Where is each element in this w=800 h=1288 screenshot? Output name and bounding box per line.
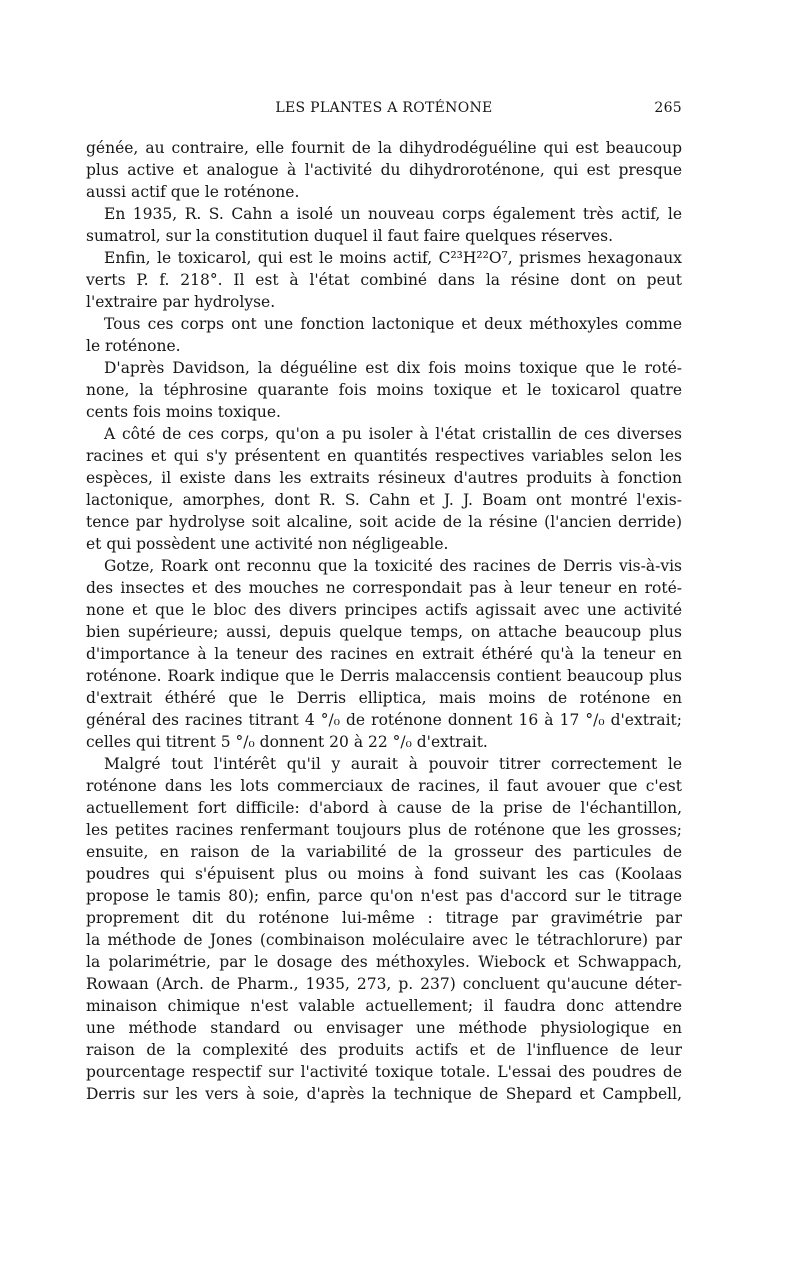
running-title: LES PLANTES A ROTÉNONE — [275, 100, 493, 116]
text-line: En 1935, R. S. Cahn a isolé un nouveau corps également très actif, le — [104, 205, 682, 223]
text-line: verts P. f. 218°. Il est à l'état combiné dans la résine dont on peut — [86, 271, 682, 289]
text-line: D'après Davidson, la déguéline est dix fois moins toxique que le roté- — [104, 359, 682, 377]
text-line: cents fois moins toxique. — [86, 403, 281, 421]
text-line: ensuite, en raison de la variabilité de la grosseur des particules de — [86, 843, 682, 861]
text-line: la méthode de Jones (combinaison moléculaire avec le tétrachlorure) par — [86, 931, 682, 949]
text-line: lactonique, amorphes, dont R. S. Cahn et J. J. Boam ont montré l'exis- — [86, 491, 682, 509]
text-line: poudres qui s'épuisent plus ou moins à fond suivant les cas (Koolaas — [86, 865, 682, 883]
text-line: propose le tamis 80); enfin, parce qu'on n'est pas d'accord sur le titrage — [86, 887, 682, 905]
text-line: Gotze, Roark ont reconnu que la toxicité des racines de Derris vis-à-vis — [104, 557, 682, 575]
text-line: et qui possèdent une activité non négligeable. — [86, 535, 449, 553]
text-line: pourcentage respectif sur l'activité toxique totale. L'essai des poudres de — [86, 1063, 682, 1081]
text-line: A côté de ces corps, qu'on a pu isoler à l'état cristallin de ces diverses — [104, 425, 682, 443]
text-line: des insectes et des mouches ne correspondait pas à leur teneur en roté- — [86, 579, 682, 597]
text-line: plus active et analogue à l'activité du dihydroroténone, qui est presque — [86, 161, 682, 179]
text-line: le roténone. — [86, 337, 181, 355]
text-line: la polarimétrie, par le dosage des méthoxyles. Wiebock et Schwappach, — [86, 953, 682, 971]
text-line: d'extrait éthéré que le Derris elliptica, mais moins de roténone en — [86, 689, 682, 707]
text-line: tence par hydrolyse soit alcaline, soit acide de la résine (l'ancien derride) — [86, 513, 682, 531]
text-line: génée, au contraire, elle fournit de la dihydrodéguéline qui est beaucoup — [86, 139, 682, 157]
text-line: roténone. Roark indique que le Derris malaccensis contient beaucoup plus — [86, 667, 682, 685]
text-line: raison de la complexité des produits actifs et de l'influence de leur — [86, 1041, 682, 1059]
text-line: racines et qui s'y présentent en quantités respectives variables selon les — [86, 447, 682, 465]
text-line: none et que le bloc des divers principes actifs agissait avec une activité — [86, 601, 682, 619]
text-line: Rowaan (Arch. de Pharm., 1935, 273, p. 237) concluent qu'aucune déter- — [86, 975, 682, 993]
text-line: bien supérieure; aussi, depuis quelque temps, on attache beaucoup plus — [86, 623, 682, 641]
text-line: d'importance à la teneur des racines en extrait éthéré qu'à la teneur en — [86, 645, 682, 663]
text-line: none, la téphrosine quarante fois moins toxique et le toxicarol quatre — [86, 381, 682, 399]
text-line: sumatrol, sur la constitution duquel il faut faire quelques réserves. — [86, 227, 614, 245]
text-line: roténone dans les lots commerciaux de racines, il faut avouer que c'est — [86, 777, 682, 795]
text-line: Malgré tout l'intérêt qu'il y aurait à pouvoir titrer correctement le — [104, 755, 682, 773]
text-line: général des racines titrant 4 °/₀ de roténone donnent 16 à 17 °/₀ d'extrait; — [86, 711, 682, 729]
text-line: Derris sur les vers à soie, d'après la technique de Shepard et Campbell, — [86, 1085, 682, 1103]
text-line: proprement dit du roténone lui-même : titrage par gravimétrie par — [86, 909, 682, 927]
text-line: celles qui titrent 5 °/₀ donnent 20 à 22 °/₀ d'extrait. — [86, 733, 488, 751]
text-line: espèces, il existe dans les extraits résineux d'autres produits à fonction — [86, 469, 682, 487]
text-line: Tous ces corps ont une fonction lactonique et deux méthoxyles comme — [104, 315, 682, 333]
text-line: minaison chimique n'est valable actuellement; il faudra donc attendre — [86, 997, 682, 1015]
running-header — [86, 100, 682, 124]
text-line: l'extraire par hydrolyse. — [86, 293, 276, 311]
text-line: aussi actif que le roténone. — [86, 183, 300, 201]
body-text — [86, 137, 682, 1105]
page-number: 265 — [654, 100, 682, 116]
text-line: les petites racines renfermant toujours plus de roténone que les grosses; — [86, 821, 682, 839]
text-line: actuellement fort difficile: d'abord à cause de la prise de l'échantillon, — [86, 799, 682, 817]
text-line: Enfin, le toxicarol, qui est le moins actif, C²³H²²O⁷, prismes hexagonaux — [104, 249, 682, 267]
text-line: une méthode standard ou envisager une méthode physiologique en — [86, 1019, 682, 1037]
